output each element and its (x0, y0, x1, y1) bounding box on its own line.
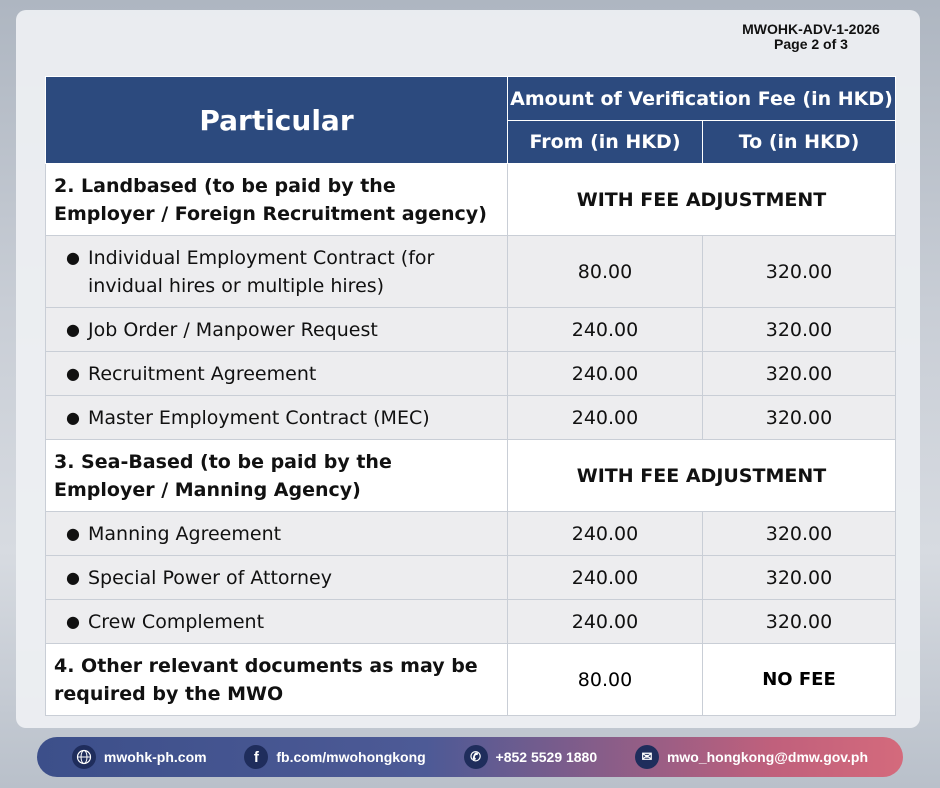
bullet-icon: ● (66, 407, 80, 427)
bullet-icon: ● (66, 363, 80, 383)
table-row (46, 556, 896, 600)
fee-from: 240.00 (508, 556, 703, 600)
bullet-icon: ● (66, 247, 80, 267)
facebook-link[interactable] (244, 745, 425, 769)
fee-from: 240.00 (508, 396, 703, 440)
section-title: 2. Landbased (to be paid by the Employer / Foreign Recruitment agency) (46, 164, 508, 236)
bullet-icon: ● (66, 611, 80, 631)
mail-icon: ✉ (635, 745, 659, 769)
header-from: From (in HKD) (508, 121, 703, 164)
reference-code: MWOHK-ADV-1-2026 (742, 21, 880, 37)
item-label: ● Individual Employment Contract (for invidual hires or multiple hires) (46, 236, 508, 308)
item-label: ● Crew Complement (46, 600, 508, 644)
table-row (46, 308, 896, 352)
section-row (46, 644, 896, 716)
item-label: ● Job Order / Manpower Request (46, 308, 508, 352)
item-label: ● Special Power of Attorney (46, 556, 508, 600)
section-row (46, 164, 896, 236)
fee-table (45, 76, 896, 716)
fee-to: NO FEE (703, 644, 896, 716)
table-row (46, 396, 896, 440)
fee-to: 320.00 (703, 308, 896, 352)
section-title: 4. Other relevant documents as may be required by the MWO (46, 644, 508, 716)
fee-from: 240.00 (508, 600, 703, 644)
contact-footer (37, 737, 903, 777)
table-row (46, 600, 896, 644)
header-amount: Amount of Verification Fee (in HKD) (508, 77, 896, 121)
facebook-text: fb.com/mwohongkong (276, 749, 426, 765)
fee-from: 240.00 (508, 308, 703, 352)
table-row (46, 512, 896, 556)
bullet-icon: ● (66, 523, 80, 543)
fee-to: 320.00 (703, 396, 896, 440)
fee-to: 320.00 (703, 600, 896, 644)
website-link[interactable] (72, 745, 207, 769)
section-row (46, 440, 896, 512)
item-label: ● Master Employment Contract (MEC) (46, 396, 508, 440)
fee-from: 80.00 (508, 236, 703, 308)
section-title: 3. Sea-Based (to be paid by the Employer / Manning Agency) (46, 440, 508, 512)
fee-to: 320.00 (703, 236, 896, 308)
fee-from: 80.00 (508, 644, 703, 716)
facebook-icon: f (244, 745, 268, 769)
bullet-icon: ● (66, 319, 80, 339)
header-particular: Particular (46, 77, 508, 164)
page-number: Page 2 of 3 (774, 36, 848, 52)
phone-link[interactable] (464, 745, 598, 769)
website-text: mwohk-ph.com (103, 749, 207, 765)
item-label: ● Manning Agreement (46, 512, 508, 556)
fee-adjustment-label: WITH FEE ADJUSTMENT (508, 440, 896, 512)
document-reference (726, 22, 896, 52)
email-link[interactable] (635, 745, 868, 769)
fee-to: 320.00 (703, 512, 896, 556)
fee-to: 320.00 (703, 556, 896, 600)
email-text: mwo_hongkong@dmw.gov.ph (666, 749, 869, 765)
fee-adjustment-label: WITH FEE ADJUSTMENT (508, 164, 896, 236)
fee-to: 320.00 (703, 352, 896, 396)
phone-icon: ✆ (464, 745, 488, 769)
header-to: To (in HKD) (703, 121, 896, 164)
fee-from: 240.00 (508, 512, 703, 556)
table-row (46, 352, 896, 396)
bullet-icon: ● (66, 567, 80, 587)
globe-icon (72, 745, 96, 769)
fee-from: 240.00 (508, 352, 703, 396)
table-row (46, 236, 896, 308)
phone-text: +852 5529 1880 (495, 749, 598, 765)
item-label: ● Recruitment Agreement (46, 352, 508, 396)
